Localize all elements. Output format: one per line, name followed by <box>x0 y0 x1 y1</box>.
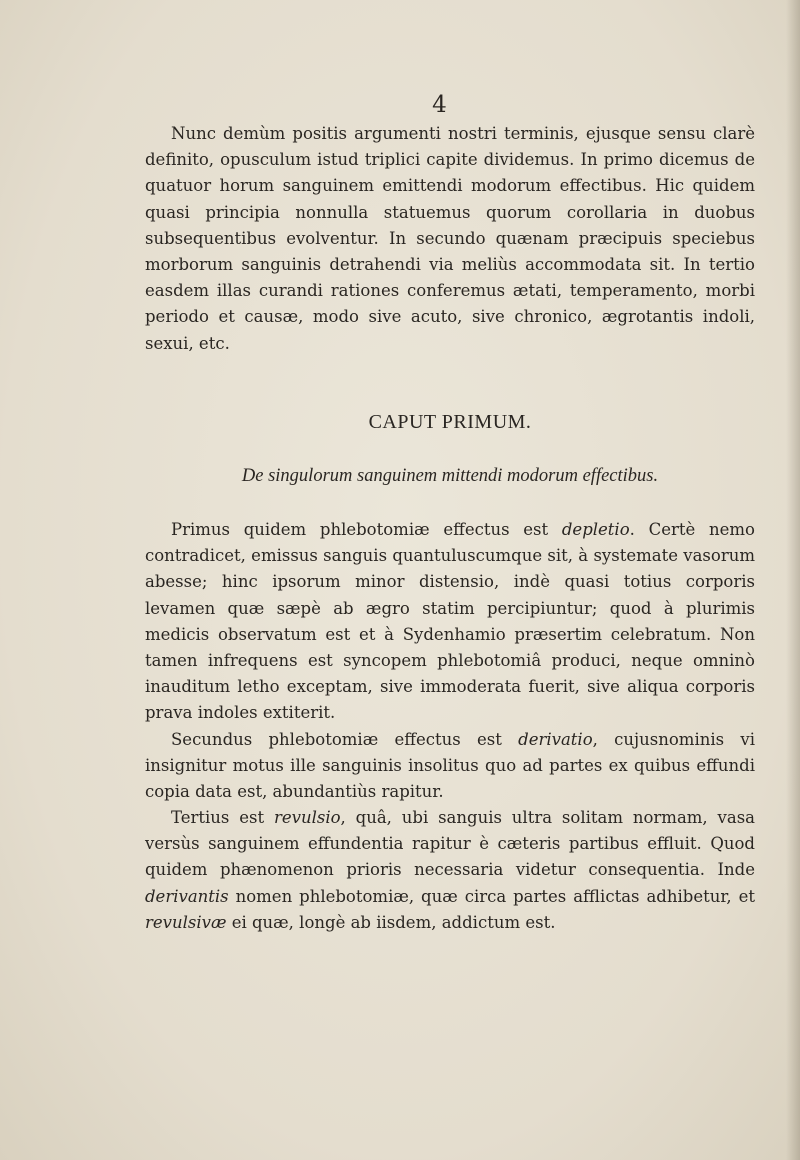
paragraph-revulsio <box>145 805 755 936</box>
paragraph-derivatio <box>145 727 755 806</box>
term-revulsio: revulsio <box>273 808 341 827</box>
term-derivantis: derivantis <box>145 886 229 906</box>
paragraph-text: nomen phlebotomiæ, quæ circa partes afflictas adhibetur, et <box>228 886 755 906</box>
chapter-title: CAPUT PRIMUM. <box>368 411 532 433</box>
paragraph-text: . Certè nemo contradicet, emissus sanguis quantuluscumque sit, à systemate vasorum abesse; hinc ipsorum minor distensio, indè quasi totius corporis levamen quæ sæpè ab ægro statim percipiuntur; quod à plurimis medicis observatum est et à Sydenhamio præsertim celebratum. Non tamen infrequens est syncopem phlebotomiâ produci, neque omninò inauditum letho exceptam, sive immoderata fuerit, sive aliqua corporis prava indoles extiterit. <box>145 520 755 723</box>
paragraph-text: ei quæ, longè ab iisdem, addictum est. <box>226 912 556 932</box>
page-number: 4 <box>432 92 448 118</box>
paragraph-text: , cujusnominis vi insignitur motus ille sanguinis insolitus quo ad partes ex quibus effundi copia data est, abundantiùs rapitur. <box>145 730 755 802</box>
term-revulsivae: revulsivæ <box>145 912 227 932</box>
term-depletio: depletio <box>561 520 630 539</box>
chapter-subtitle: De singulorum sanguinem mittendi modorum effectibus. <box>241 466 659 486</box>
page-edge-shadow <box>786 0 800 1160</box>
paragraph-text: Secundus phlebotomiæ effectus est <box>171 730 519 749</box>
intro-paragraph: Nunc demùm positis argumenti nostri terminis, ejusque sensu clarè definito, opusculum istud triplici capite dividemus. In primo dicemus de quatuor horum sanguinem emittendi modorum effectibus. Hic quidem quasi principia nonnulla statuemus quorum corollaria in duobus subsequentibus evolventur. In secundo quænam præcipuis speciebus morborum sanguinis detrahendi via meliùs accommodata sit. In tertio easdem illas curandi rationes conferemus ætati, temperamento, morbi periodo et causæ, modo sive acuto, sive chronico, ægrotantis indoli, sexui, etc. <box>145 124 755 353</box>
paragraph-depletio <box>145 517 755 727</box>
term-derivatio: derivatio <box>518 730 593 749</box>
paragraph-text: , quâ, ubi sanguis ultra solitam normam, vasa versùs sanguinem effundentia rapitur è cæteris partibus effluit. Quod quidem phænomenon prioris necessaria videtur consequentia. Inde <box>145 808 755 880</box>
paragraph-text: Primus quidem phlebotomiæ effectus est <box>171 520 562 539</box>
paragraph-text: Tertius est <box>171 808 274 827</box>
